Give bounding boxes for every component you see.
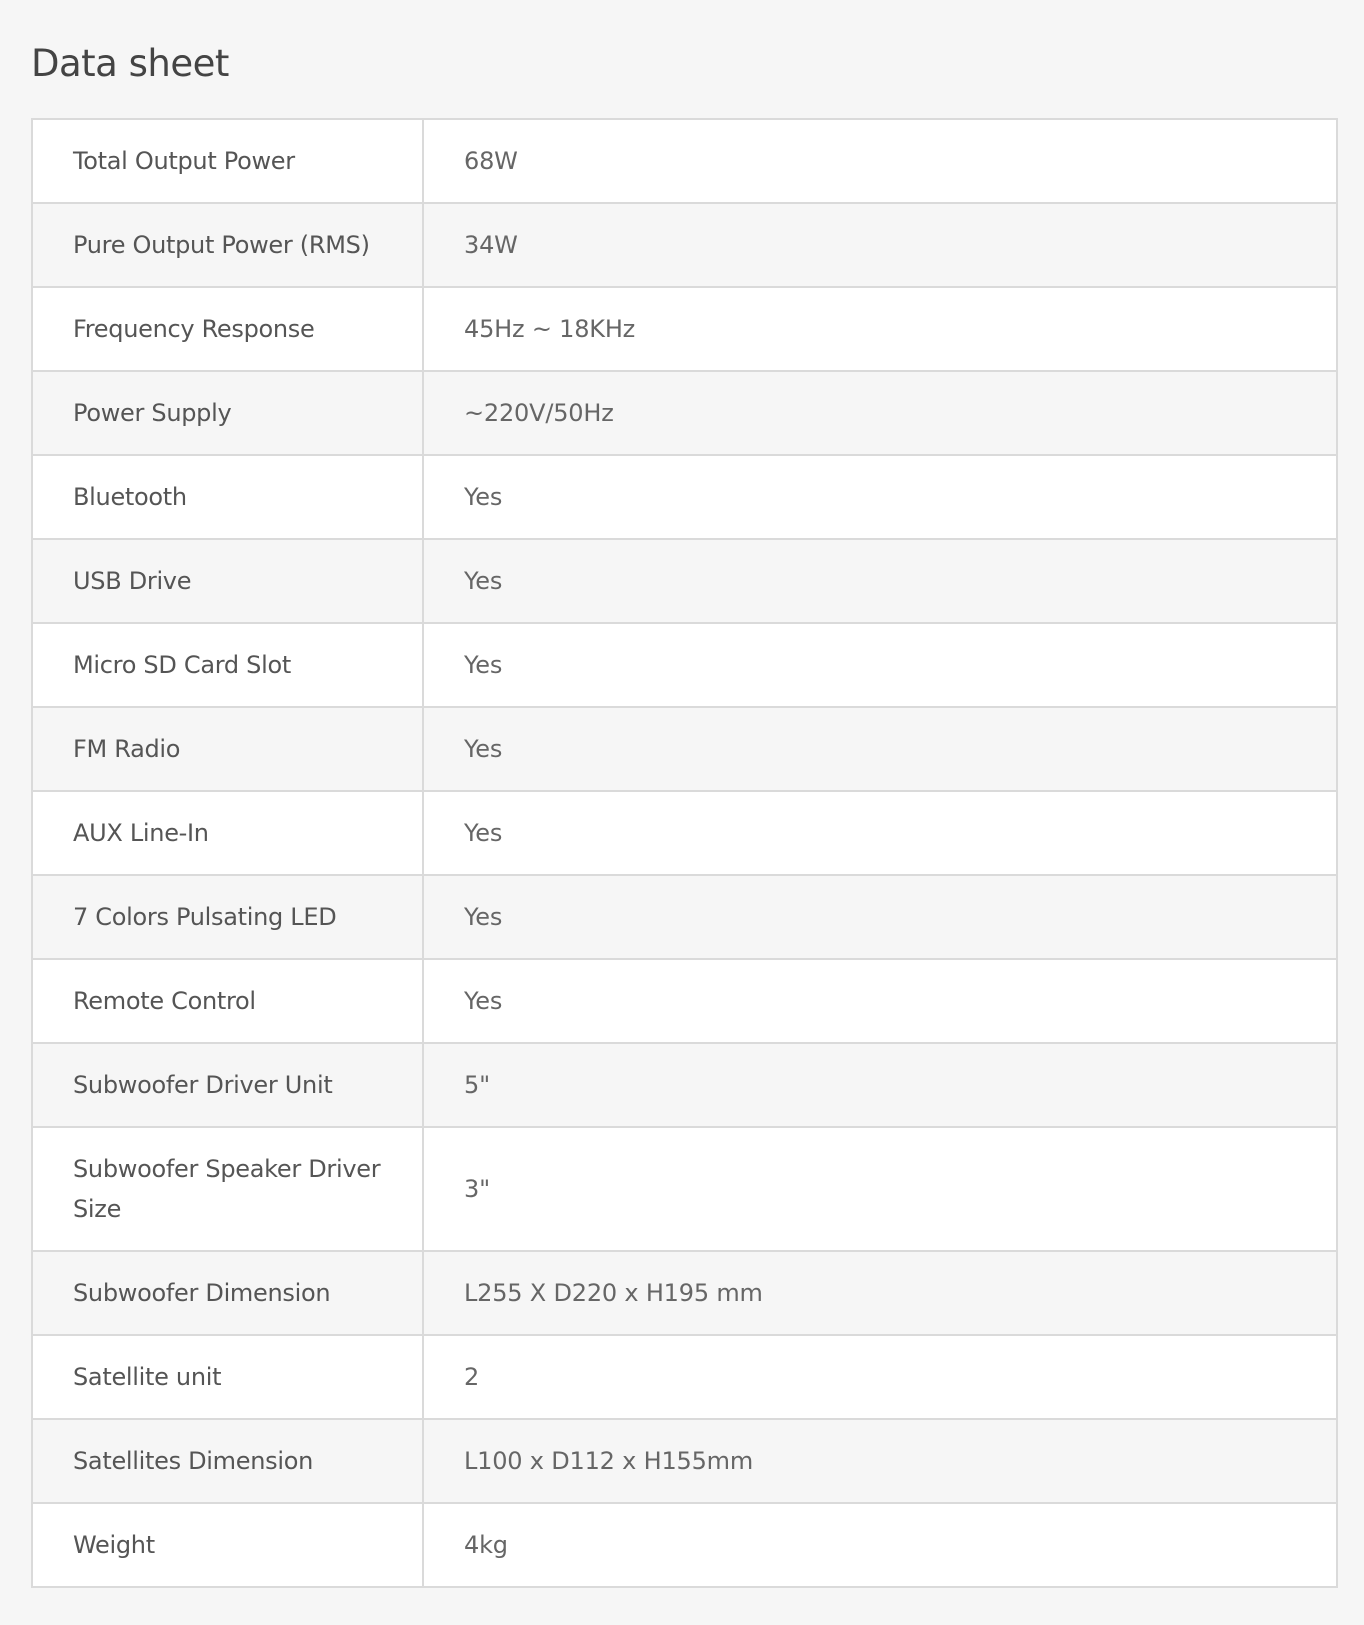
table-row	[32, 959, 1337, 1043]
spec-value: 68W	[423, 119, 1337, 203]
table-row	[32, 1127, 1337, 1251]
spec-value: Yes	[423, 707, 1337, 791]
spec-value: Yes	[423, 623, 1337, 707]
table-row	[32, 1251, 1337, 1335]
spec-label: FM Radio	[32, 707, 423, 791]
spec-label: Subwoofer Speaker Driver Size	[32, 1127, 423, 1251]
spec-label: Total Output Power	[32, 119, 423, 203]
table-row	[32, 791, 1337, 875]
spec-value: L255 X D220 x H195 mm	[423, 1251, 1337, 1335]
table-row	[32, 1043, 1337, 1127]
spec-label: Frequency Response	[32, 287, 423, 371]
spec-label: Remote Control	[32, 959, 423, 1043]
spec-label: Subwoofer Dimension	[32, 1251, 423, 1335]
table-row	[32, 707, 1337, 791]
spec-value: ~220V/50Hz	[423, 371, 1337, 455]
spec-label: USB Drive	[32, 539, 423, 623]
table-row	[32, 539, 1337, 623]
spec-value: Yes	[423, 539, 1337, 623]
table-row	[32, 1335, 1337, 1419]
spec-value: 3"	[423, 1127, 1337, 1251]
table-row	[32, 203, 1337, 287]
table-row	[32, 455, 1337, 539]
table-row	[32, 371, 1337, 455]
spec-label: AUX Line-In	[32, 791, 423, 875]
data-sheet-table	[31, 118, 1338, 1588]
spec-label: Weight	[32, 1503, 423, 1587]
spec-label: Pure Output Power (RMS)	[32, 203, 423, 287]
spec-label: Satellites Dimension	[32, 1419, 423, 1503]
spec-value: Yes	[423, 791, 1337, 875]
table-row	[32, 287, 1337, 371]
spec-label: Satellite unit	[32, 1335, 423, 1419]
spec-label: Subwoofer Driver Unit	[32, 1043, 423, 1127]
spec-label: Micro SD Card Slot	[32, 623, 423, 707]
table-row	[32, 875, 1337, 959]
spec-label: Power Supply	[32, 371, 423, 455]
spec-label: 7 Colors Pulsating LED	[32, 875, 423, 959]
page	[0, 0, 1364, 90]
spec-value: 45Hz ~ 18KHz	[423, 287, 1337, 371]
spec-value: Yes	[423, 959, 1337, 1043]
page-title: Data sheet	[31, 42, 229, 85]
spec-value: 5"	[423, 1043, 1337, 1127]
spec-value: 2	[423, 1335, 1337, 1419]
table-row	[32, 119, 1337, 203]
table-row	[32, 1419, 1337, 1503]
spec-value: 34W	[423, 203, 1337, 287]
spec-value: Yes	[423, 875, 1337, 959]
spec-label: Bluetooth	[32, 455, 423, 539]
spec-value: L100 x D112 x H155mm	[423, 1419, 1337, 1503]
table-row	[32, 623, 1337, 707]
spec-value: 4kg	[423, 1503, 1337, 1587]
table-row	[32, 1503, 1337, 1587]
spec-value: Yes	[423, 455, 1337, 539]
